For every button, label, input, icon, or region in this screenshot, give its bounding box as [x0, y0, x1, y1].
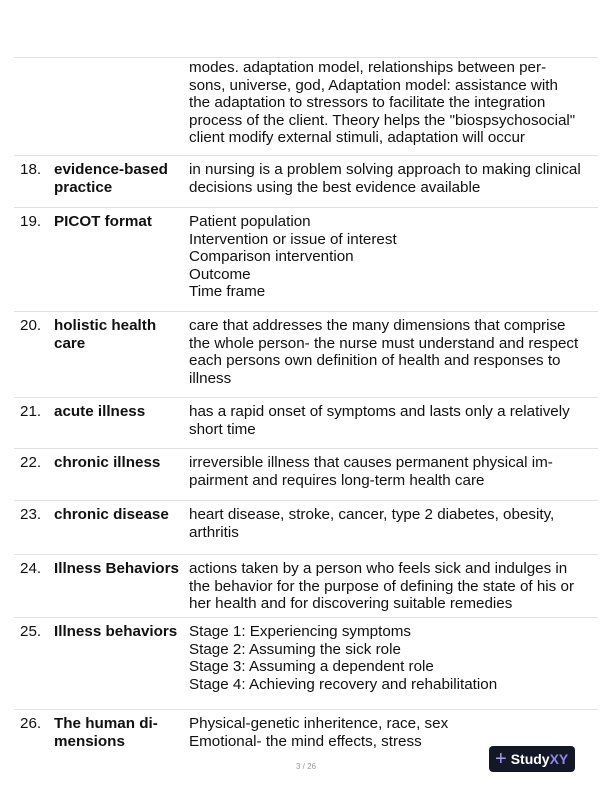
- definition-line: Stage 1: Experiencing symptoms: [189, 623, 412, 640]
- definition-line: Comparison intervention: [189, 248, 354, 266]
- row-divider: [14, 448, 598, 449]
- item-number: 18.: [20, 161, 42, 178]
- item-number: 21.: [20, 403, 42, 420]
- row-divider: [14, 311, 598, 312]
- definition-line: pairment and requires long-term health care: [189, 471, 485, 489]
- definition-line: the adaptation to stressors to facilitate the integration: [189, 94, 546, 112]
- term: acute illness: [54, 403, 146, 420]
- definition-line: Time frame: [189, 283, 266, 301]
- definition-line: has a rapid onset of symptoms and lasts only a relatively: [189, 403, 570, 420]
- definition-line: Intervention or issue of interest: [189, 230, 397, 248]
- row-divider: [14, 57, 598, 58]
- definition-line: sons, universe, god, Adaptation model: assistance with: [189, 76, 558, 94]
- definition: [189, 454, 599, 489]
- definition-line: each persons own definition of health and responses to: [189, 352, 561, 370]
- term: Illness behaviors: [54, 623, 178, 640]
- studyxy-logo[interactable]: [489, 746, 575, 772]
- item-number: 25.: [20, 623, 42, 640]
- definition: [189, 161, 599, 196]
- term: The human di- mensions: [54, 715, 158, 750]
- definition: [189, 506, 599, 541]
- definition-line: Physical-genetic inheritence, race, sex: [189, 715, 449, 732]
- definition-line: modes. adaptation model, relationships between per-: [189, 59, 547, 76]
- definition-line: Stage 2: Assuming the sick role: [189, 640, 401, 658]
- definition-line: irreversible illness that causes permanent physical im-: [189, 454, 553, 471]
- page-number: 3 / 26: [296, 762, 317, 771]
- term: chronic disease: [54, 506, 169, 523]
- definition: [189, 213, 599, 301]
- item-number: 23.: [20, 506, 42, 523]
- plus-icon: +: [495, 748, 507, 770]
- item-number: 22.: [20, 454, 42, 471]
- definition-line: heart disease, stroke, cancer, type 2 diabetes, obesity,: [189, 506, 555, 523]
- definition-line: Stage 4: Achieving recovery and rehabilitation: [189, 675, 498, 693]
- definition-line: arthritis: [189, 523, 239, 541]
- row-divider: [14, 617, 598, 618]
- definition-line: decisions using the best evidence available: [189, 178, 481, 196]
- definition: [189, 403, 599, 438]
- definition-line: Outcome: [189, 265, 251, 283]
- row-divider: [14, 554, 598, 555]
- definition-line: care that addresses the many dimensions that comprise: [189, 317, 566, 334]
- definition-line: Emotional- the mind effects, stress: [189, 732, 422, 750]
- definition-line: Stage 3: Assuming a dependent role: [189, 658, 434, 676]
- logo-accent: XY: [549, 751, 569, 767]
- definition-line: short time: [189, 420, 256, 438]
- definition: [189, 560, 599, 613]
- definition-line: process of the client. Theory helps the "biospsychosocial": [189, 111, 576, 129]
- row-divider: [14, 155, 598, 156]
- term: PICOT format: [54, 213, 152, 230]
- definition: [189, 59, 599, 147]
- item-number: 20.: [20, 317, 42, 334]
- term: Illness Behaviors: [54, 560, 179, 577]
- row-divider: [14, 500, 598, 501]
- item-number: 19.: [20, 213, 42, 230]
- term: chronic illness: [54, 454, 161, 471]
- definition-line: the behavior for the purpose of defining the state of his or: [189, 577, 574, 595]
- row-divider: [14, 709, 598, 710]
- row-divider: [14, 207, 598, 208]
- definition: [189, 715, 599, 750]
- definition-line: illness: [189, 369, 232, 387]
- term: evidence-based practice: [54, 161, 168, 196]
- definition-line: Patient population: [189, 213, 311, 230]
- row-divider: [14, 397, 598, 398]
- item-number: 24.: [20, 560, 42, 577]
- definition-line: actions taken by a person who feels sick and indulges in: [189, 560, 568, 577]
- item-number: 26.: [20, 715, 42, 732]
- logo-text: Study: [510, 751, 550, 767]
- definition-line: her health and for discovering suitable remedies: [189, 595, 513, 613]
- definition-line: the whole person- the nurse must understand and respect: [189, 334, 579, 352]
- definition: [189, 623, 599, 693]
- definition: [189, 317, 599, 387]
- definition-line: in nursing is a problem solving approach to making clinical: [189, 161, 581, 178]
- term: holistic health care: [54, 317, 157, 352]
- definition-line: client modify external stimuli, adaptation will occur: [189, 129, 525, 147]
